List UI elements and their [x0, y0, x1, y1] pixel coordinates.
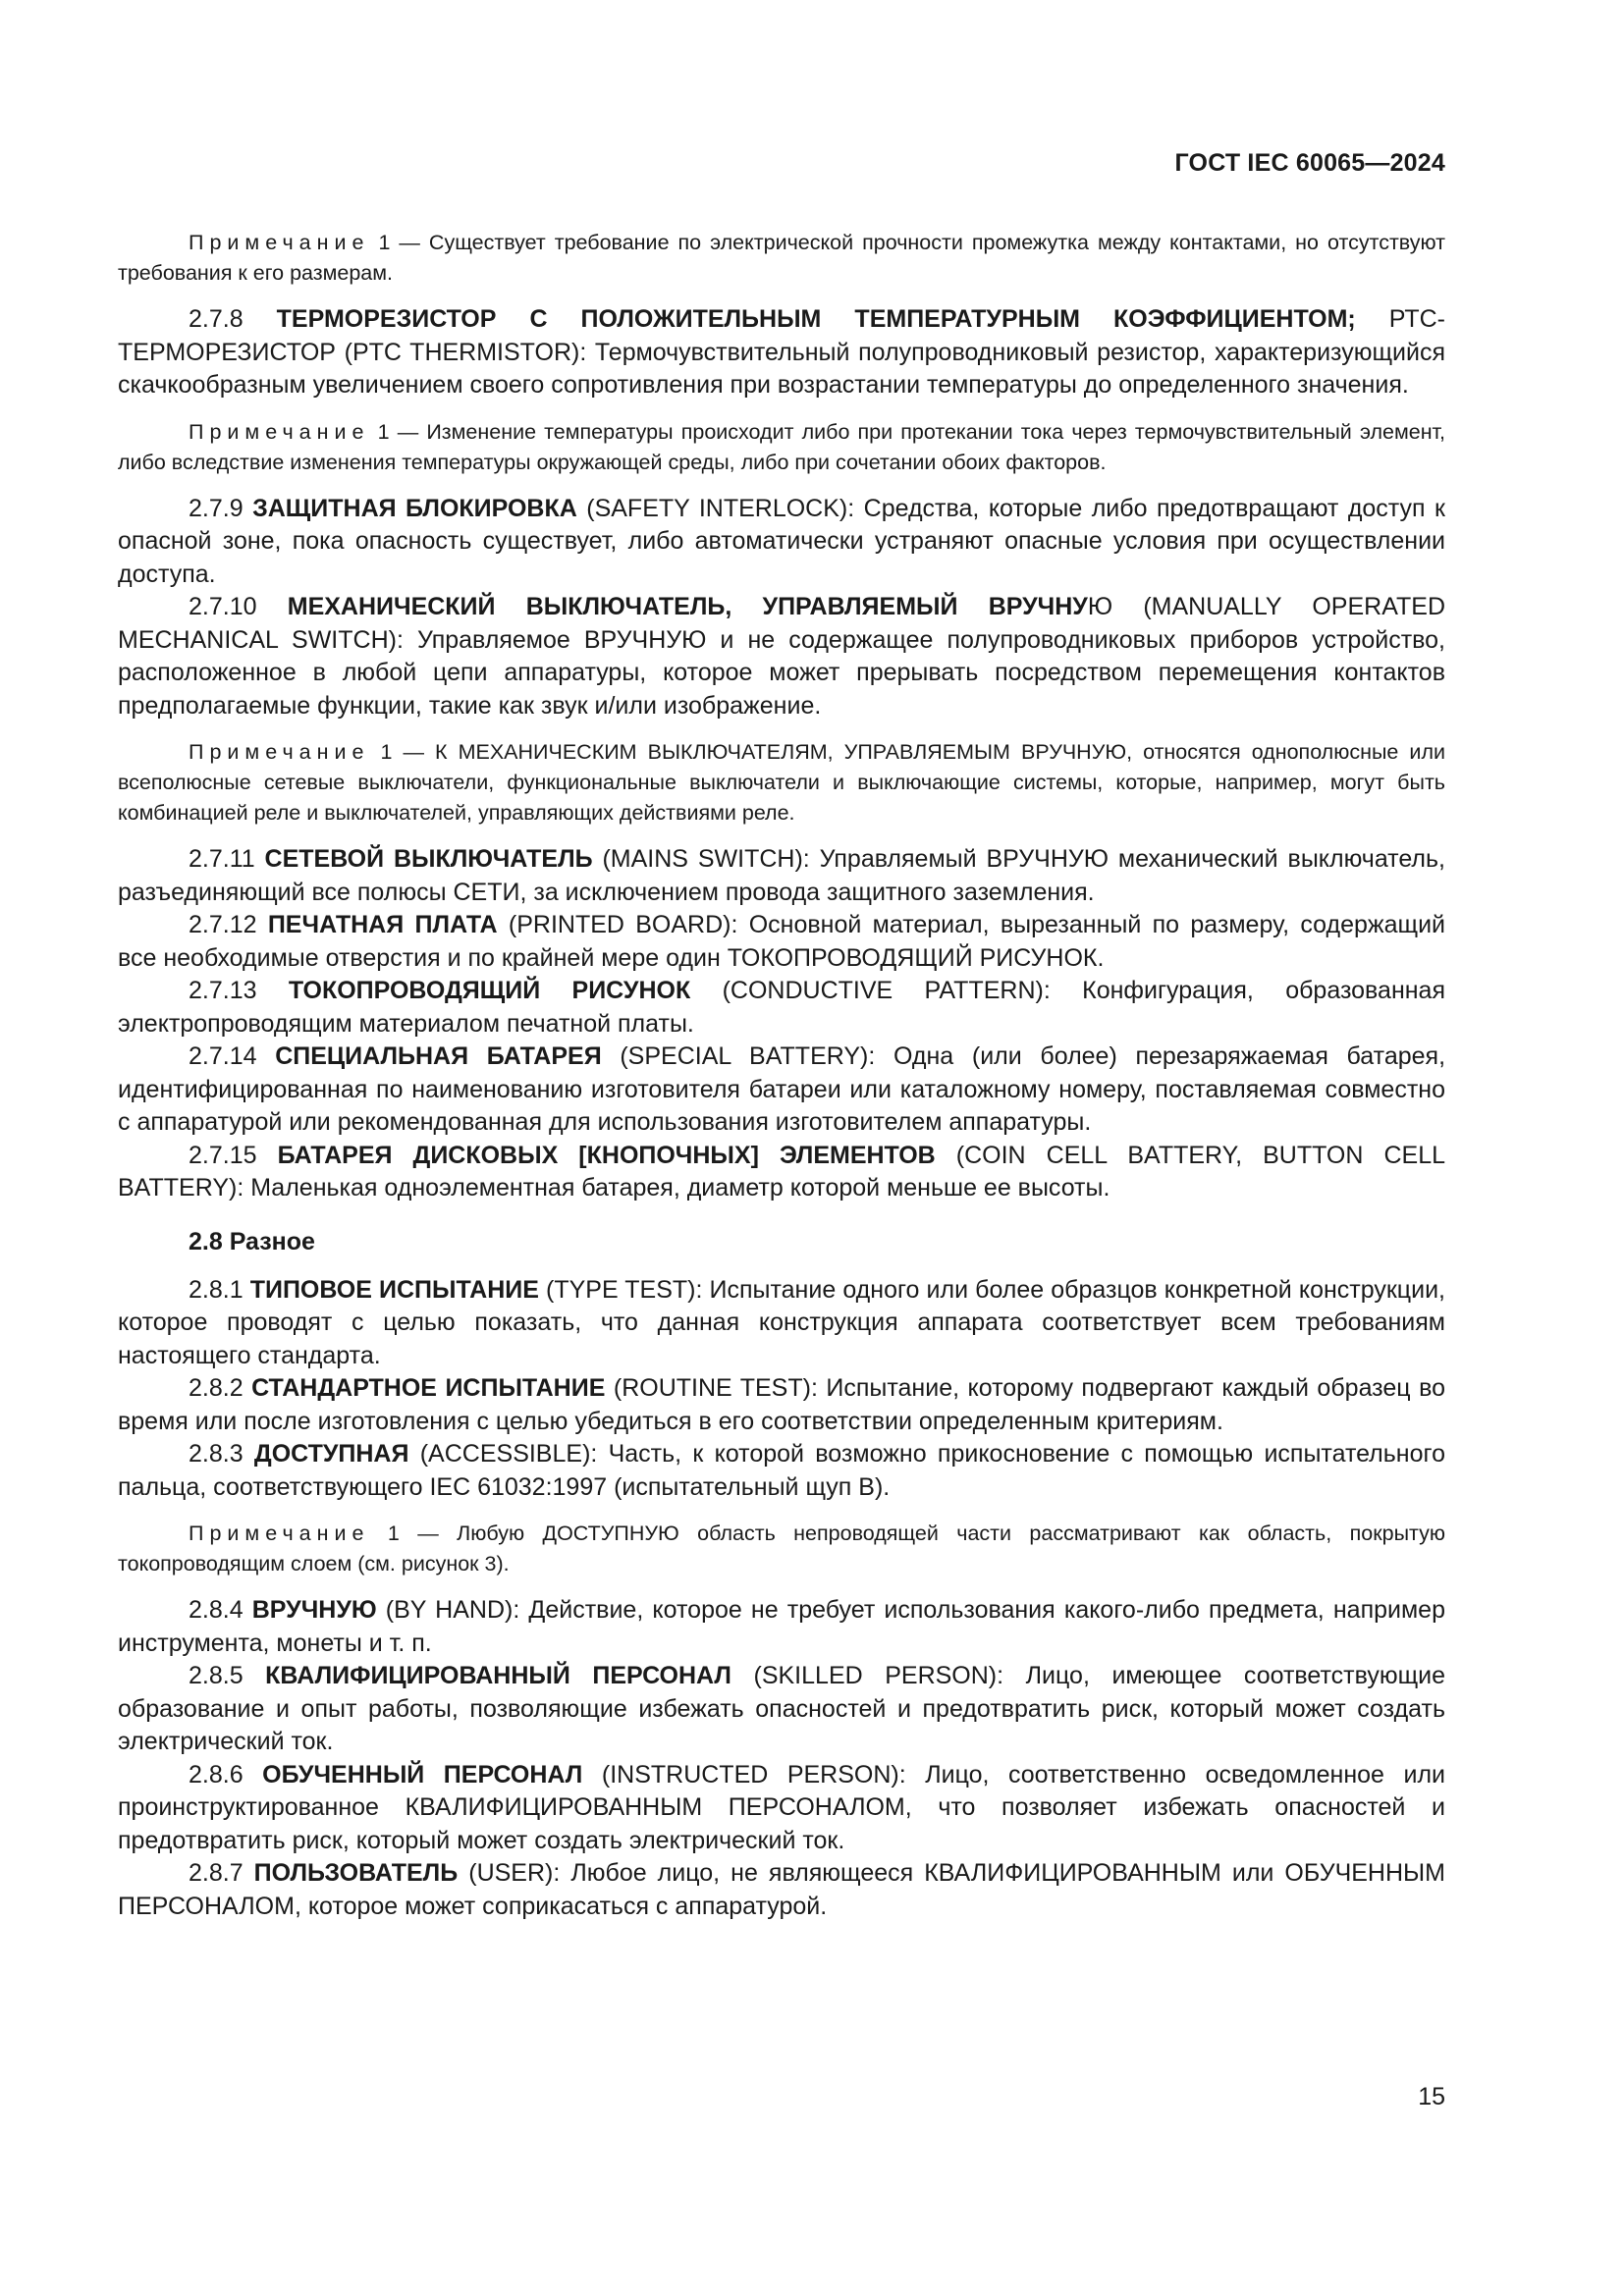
term-name: ОБУЧЕННЫЙ ПЕРСОНАЛ: [262, 1760, 583, 1789]
term-definition: РТС-ТЕРМОРЕЗИСТОР (PTC THERMISTOR): Термочувствительный полупроводниковый резистор, характеризующийся скачкообразным увеличением своего сопротивления при возрастании температуры до определенного значения.: [118, 305, 1445, 399]
term-definition: (ACCESSIBLE): Часть, к которой возможно прикосновение с помощью испытательного пальца, соответствующего IEC 61032:1997 (испытательный щуп В).: [118, 1440, 1445, 1501]
note-text: 1 — Существует требование по электрической прочности промежутка между контактами, но отсутствуют требования к его размерам.: [118, 231, 1445, 285]
document-body: [118, 228, 1445, 1923]
term-name: ДОСТУПНАЯ: [253, 1440, 409, 1468]
term-name: СТАНДАРТНОЕ ИСПЫТАНИЕ: [251, 1374, 606, 1402]
term-2-8-5: [118, 1660, 1445, 1759]
term-definition: (MAINS SWITCH): Управляемый ВРУЧНУЮ механический выключатель, разъединяющий все полюсы СЕТИ, за исключением провода защитного заземления.: [118, 845, 1445, 906]
term-definition: (SKILLED PERSON): Лицо, имеющее соответствующие образование и опыт работы, позволяющие избежать опасностей и предотвратить риск, который может создать электрический ток.: [118, 1662, 1446, 1755]
term-2-7-13: [118, 975, 1445, 1041]
term-number: 2.7.8: [189, 305, 277, 333]
page-number: 15: [1418, 2083, 1445, 2110]
term-name: МЕХАНИЧЕСКИЙ ВЫКЛЮЧАТЕЛЬ, УПРАВЛЯЕМЫЙ ВРУЧНУ: [287, 593, 1088, 620]
term-name: ТИПОВОЕ ИСПЫТАНИЕ: [249, 1275, 539, 1304]
term-2-8-3: [118, 1438, 1445, 1504]
term-number: 2.8.6: [189, 1760, 263, 1789]
note-label: Примечание: [189, 740, 370, 764]
term-number: 2.8.2: [189, 1374, 252, 1402]
term-definition: (SAFETY INTERLOCK): Средства, которые либо предотвращают доступ к опасной зоне, пока опасность существует, либо автоматически устраняют опасные условия при осуществлении доступа.: [118, 494, 1445, 588]
term-definition: (BY HAND): Действие, которое не требует использования какого-либо предмета, например инструмента, монеты и т. п.: [118, 1596, 1445, 1657]
document-header: ГОСТ IEC 60065—2024: [1174, 149, 1445, 177]
term-number: 2.7.13: [189, 977, 289, 1004]
note-text: 1 — К МЕХАНИЧЕСКИМ ВЫКЛЮЧАТЕЛЯМ, УПРАВЛЯЕМЫМ ВРУЧНУЮ, относятся однополюсные или всеполюсные сетевые выключатели, функциональные выключатели и выключающие системы, которые, например, могут быть комбинацией реле и выключателей, управляющих действиями реле.: [118, 740, 1445, 825]
term-2-7-11: [118, 843, 1445, 909]
term-definition: (INSTRUCTED PERSON): Лицо, соответственно осведомленное или проинструктированное КВАЛИФИЦИРОВАННЫМ ПЕРСОНАЛОМ, что позволяет избежать опасностей и предотвратить риск, который может создать электрический ток.: [118, 1760, 1445, 1854]
note-2-7-10: [118, 737, 1445, 828]
term-definition: (TYPE TEST): Испытание одного или более образцов конкретной конструкции, которое проводят с целью показать, что данная конструкция аппарата соответствует всем требованиям настоящего стандарта.: [118, 1275, 1445, 1369]
term-name: СПЕЦИАЛЬНАЯ БАТАРЕЯ: [275, 1042, 602, 1070]
term-definition: (PRINTED BOARD): Основной материал, вырезанный по размеру, содержащий все необходимые отверстия и по крайней мере один ТОКОПРОВОДЯЩИЙ РИСУНОК.: [118, 911, 1445, 972]
term-2-7-15: [118, 1140, 1445, 1205]
term-definition: (USER): Любое лицо, не являющееся КВАЛИФИЦИРОВАННЫМ или ОБУЧЕННЫМ ПЕРСОНАЛОМ, которое может соприкасаться с аппаратурой.: [118, 1859, 1445, 1920]
term-2-8-4: [118, 1594, 1445, 1660]
term-number: 2.8.3: [189, 1440, 254, 1468]
note-text: 1 — Изменение температуры происходит либо при протекании тока через термочувствительный элемент, либо вследствие изменения температуры окружающей среды, либо при сочетании обоих факторов.: [118, 419, 1445, 474]
term-2-7-10: [118, 591, 1445, 722]
term-definition: (ROUTINE TEST): Испытание, которому подвергают каждый образец во время или после изготовления с целью убедиться в его соответствии определенным критериям.: [118, 1374, 1445, 1435]
term-2-8-1: [118, 1274, 1445, 1373]
term-definition: (SPECIAL BATTERY): Одна (или более) перезаряжаемая батарея, идентифицированная по наименованию изготовителя батареи или каталожному номеру, поставляемая совместно с аппаратурой или рекомендованная для использования изготовителем аппаратуры.: [118, 1042, 1446, 1136]
term-name: ТОКОПРОВОДЯЩИЙ РИСУНОК: [288, 977, 691, 1004]
term-name: КВАЛИФИЦИРОВАННЫЙ ПЕРСОНАЛ: [265, 1662, 731, 1689]
term-number: 2.8.4: [189, 1596, 252, 1624]
term-number: 2.8.7: [189, 1859, 254, 1887]
term-name: БАТАРЕЯ ДИСКОВЫХ [КНОПОЧНЫХ] ЭЛЕМЕНТОВ: [277, 1141, 936, 1169]
note-2-7-7: [118, 228, 1445, 289]
note-label: Примечание: [189, 231, 370, 254]
term-definition: (CONDUCTIVE PATTERN): Конфигурация, образованная электропроводящим материалом печатной платы.: [118, 977, 1446, 1038]
term-number: 2.7.11: [189, 845, 265, 873]
note-2-7-8: [118, 417, 1445, 478]
term-name: ПЕЧАТНАЯ ПЛАТА: [267, 911, 498, 938]
term-2-7-8: [118, 303, 1445, 402]
term-name: ВРУЧНУЮ: [251, 1596, 377, 1624]
term-name: ПОЛЬЗОВАТЕЛЬ: [253, 1859, 459, 1887]
term-2-7-14: [118, 1041, 1445, 1140]
term-number: 2.8.1: [189, 1275, 250, 1304]
term-2-8-2: [118, 1372, 1445, 1438]
note-text: 1 — Любую ДОСТУПНУЮ область непроводящей части рассматривают как область, покрытую токопроводящим слоем (см. рисунок 3).: [118, 1522, 1445, 1575]
term-2-7-9: [118, 493, 1445, 592]
term-2-8-6: [118, 1759, 1445, 1858]
section-heading-2-8: 2.8 Разное: [189, 1227, 315, 1255]
term-name: СЕТЕВОЙ ВЫКЛЮЧАТЕЛЬ: [264, 845, 593, 873]
note-label: Примечание: [189, 419, 370, 444]
term-number: 2.8.5: [189, 1662, 266, 1689]
note-label: Примечание: [189, 1522, 370, 1545]
term-number: 2.7.10: [189, 593, 288, 620]
term-name: ТЕРМОРЕЗИСТОР С ПОЛОЖИТЕЛЬНЫМ ТЕМПЕРАТУРНЫМ КОЭФФИЦИЕНТОМ;: [276, 305, 1356, 333]
term-2-8-7: [118, 1857, 1445, 1923]
note-2-8-3: [118, 1519, 1445, 1579]
term-number: 2.7.14: [189, 1042, 276, 1070]
term-number: 2.7.15: [189, 1141, 278, 1169]
term-definition: (COIN CELL BATTERY, BUTTON CELL BATTERY): Маленькая одноэлементная батарея, диаметр которой меньше ее высоты.: [118, 1141, 1445, 1201]
term-definition: Ю (MANUALLY OPERATED MECHANICAL SWITCH): Управляемое ВРУЧНУЮ и не содержащее полупроводниковых приборов устройство, расположенное в любой цепи аппаратуры, которое может прерывать посредством перемещения контактов предполагаемые функции, такие как звук и/или изображение.: [118, 593, 1446, 720]
term-number: 2.7.12: [189, 911, 268, 938]
document-page: [118, 0, 1445, 2296]
term-2-7-12: [118, 909, 1445, 975]
term-name: ЗАЩИТНАЯ БЛОКИРОВКА: [252, 494, 577, 522]
term-number: 2.7.9: [189, 494, 253, 522]
